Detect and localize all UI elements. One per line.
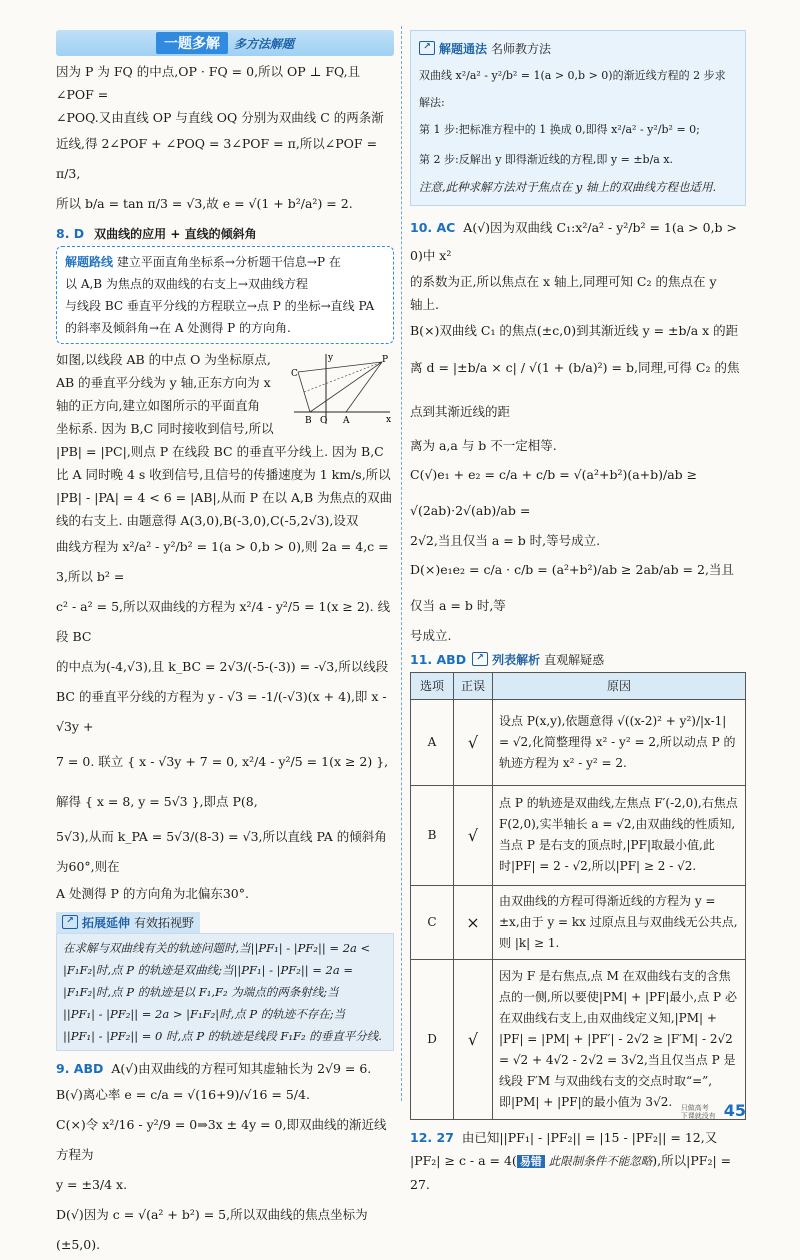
q8-line: 线的右支上. 由题意得 A(3,0),B(-3,0),C(-5,2√3),设双 xyxy=(56,513,359,528)
route-line: 建立平面直角坐标系→分析题干信息→P 在 xyxy=(116,255,341,269)
q9-line: C(×)令 x²/16 - y²/9 = 0⇒3x ± 4y = 0,即双曲线的渐近线方程为 xyxy=(56,1116,387,1162)
option-cell: C xyxy=(411,885,454,959)
q9-number: 9. ABD xyxy=(56,1060,104,1076)
q8-line: |PB| = |PC|,则点 P 在线段 BC 的垂直平分线上. 因为 B,C xyxy=(56,444,384,459)
table-header: 原因 xyxy=(493,672,746,699)
mark-cell: √ xyxy=(454,699,493,785)
fig-label-b: B xyxy=(305,416,312,426)
q8-line: 坐标系. 因为 B,C 同时接收到信号,所以 xyxy=(56,421,274,436)
q8-line: AB 的垂直平分线为 y 轴,正东方向为 x xyxy=(56,375,271,390)
extension-tag xyxy=(56,912,200,933)
right-column xyxy=(410,30,746,1196)
page-number: 45 xyxy=(723,1100,746,1120)
fig-label-x: x xyxy=(386,415,392,425)
reason-cell: 设点 P(x,y),依题意得 √((x-2)² + y²)/|x-1| = √2,化简整理得 x² - y² = 2,所以动点 P 的轨迹方程为 x² - y² = 2. xyxy=(493,699,746,785)
q11-number: 11. ABD xyxy=(410,651,467,667)
q10-solution xyxy=(410,214,746,647)
extension-section xyxy=(56,911,394,1051)
q8-heading xyxy=(56,225,394,242)
banner xyxy=(56,30,394,56)
q10-line: B(×)双曲线 C₁ 的焦点(±c,0)到其渐近线 y = ±b/a x 的距 xyxy=(410,322,739,338)
q9-line xyxy=(56,1057,394,1080)
mark-cell: × xyxy=(454,885,493,959)
footer-slogan-1: 只做高考 xyxy=(680,1104,709,1112)
ext-line: ||PF₁| - |PF₂|| = 2a > |F₁F₂|时,点 P 的轨迹不存在;当 xyxy=(63,1006,346,1021)
option-cell: B xyxy=(411,785,454,885)
method-tag-label: 解题通法 xyxy=(439,41,488,56)
q8-body xyxy=(56,348,394,905)
method-line: 第 1 步:把标准方程中的 1 换成 0,即得 x²/a² - y²/b² = 0; xyxy=(419,122,700,136)
q11-table xyxy=(410,672,746,1120)
footer-slogan-2: 下课就没有 xyxy=(680,1112,716,1120)
route-line: 与线段 BC 垂直平分线的方程联立→点 P 的坐标→直线 PA xyxy=(65,299,375,313)
column-divider xyxy=(401,26,402,1101)
q8-route-box xyxy=(56,246,394,344)
extension-tag-sub: 有效拓视野 xyxy=(134,915,195,930)
q12-number: 12. 27 xyxy=(410,1129,454,1145)
banner-title: 一题多解 xyxy=(156,32,228,54)
ext-line: |F₁F₂|时,点 P 的轨迹是以 F₁,F₂ 为端点的两条射线;当 xyxy=(63,984,339,999)
q8-line: BC 的垂直平分线的方程为 y - √3 = -1/(-√3)(x + 4),即 x - √3y + xyxy=(56,689,387,734)
mark-cell: √ xyxy=(454,959,493,1119)
table-row xyxy=(411,959,746,1119)
route-label: 解题路线 xyxy=(65,255,114,269)
mark-cell: √ xyxy=(454,785,493,885)
q10-line: 的系数为正,所以焦点在 x 轴上,同理可知 C₂ 的焦点在 y xyxy=(410,273,717,289)
left-column xyxy=(56,30,394,1260)
extension-box xyxy=(56,933,394,1051)
ext-line: 在求解与双曲线有关的轨迹问题时,当||PF₁| - |PF₂|| = 2a < xyxy=(63,940,371,955)
q11-heading xyxy=(410,651,746,668)
q9-line: B(√)离心率 e = c/a = √(16+9)/√16 = 5/4. xyxy=(56,1086,310,1102)
method-line: 双曲线 x²/a² - y²/b² = 1(a > 0,b > 0)的渐近线方程的 2 步求 xyxy=(419,68,726,82)
extension-tag-label: 拓展延伸 xyxy=(82,915,131,930)
reason-cell: 因为 F 是右焦点,点 M 在双曲线右支的含焦点的一侧,所以要使|PM| + |PF|最小,点 P 必在双曲线右支上,由双曲线定义知,|PM| + |PF| = |PM| + |PF′| - 2√2 ≥ |F′M| - 2√2 = √2 + 4√2 - 2√2 = 3√2,当且仅当点 P 是线段 F′M 与双曲线右支的交点时取“=”,即|PM| + |PF|的最小值为 3√2. xyxy=(493,959,746,1119)
table-row xyxy=(411,699,746,785)
table-row xyxy=(411,885,746,959)
q8-number: 8. D xyxy=(56,226,85,241)
reason-cell: 由双曲线的方程可得渐近线的方程为 y = ±x,由于 y = kx 过原点且与双曲线无公共点,则 |k| ≥ 1. xyxy=(493,885,746,959)
q8-line: 7 = 0. 联立 { x - √3y + 7 = 0, x²/4 - y²/5 = 1(x ≥ 2) },解得 { x = 8, y = 5√3 },即点 P(8, xyxy=(56,754,389,809)
q11-tag xyxy=(472,651,604,668)
option-cell: D xyxy=(411,959,454,1119)
q8-line: 比 A 同时晚 4 s 收到信号,且信号的传播速度为 1 km/s,所以 xyxy=(56,467,391,482)
ext-line: ||PF₁| - |PF₂|| = 0 时,点 P 的轨迹是线段 F₁F₂ 的垂直平分线. xyxy=(63,1028,382,1043)
q10-line xyxy=(410,214,746,270)
q10-line: D(×)e₁e₂ = c/a · c/b = (a²+b²)/ab ≥ 2ab/ab = 2,当且仅当 a = b 时,等 xyxy=(410,561,734,613)
reason-cell: 点 P 的轨迹是双曲线,左焦点 F′(-2,0),右焦点 F(2,0),实半轴长 a = √2,由双曲线的性质知,当点 P 是右支的顶点时,|PF|取最小值,此时|PF| = 2 - √2,所以|PF| ≥ 2 - √2. xyxy=(493,785,746,885)
q10-number: 10. AC xyxy=(410,219,456,235)
q7-solution xyxy=(56,60,394,219)
fig-label-p: P xyxy=(382,355,389,365)
q8-line: c² - a² = 5,所以双曲线的方程为 x²/4 - y²/5 = 1(x ≥ 2). 线段 BC xyxy=(56,599,391,644)
q12-text: 由已知||PF₁| - |PF₂|| = |15 - |PF₂|| = 12,又 xyxy=(461,1129,718,1145)
q8-line: A 处测得 P 的方向角为北偏东30°. xyxy=(56,886,249,901)
q7-line: 因为 P 为 FQ 的中点,OP · FQ = 0,所以 OP ⊥ FQ,且∠POF = xyxy=(56,64,361,102)
q7-line: 近线,得 2∠POF + ∠POQ = 3∠POF = π,所以∠POF = π/3, xyxy=(56,136,378,181)
warning-badge: 易错 xyxy=(517,1155,545,1168)
method-line: 第 2 步:反解出 y 即得渐近线的方程,即 y = ±b/a x. xyxy=(419,152,674,166)
method-tag-sub: 名师教方法 xyxy=(491,41,552,56)
route-line: 的斜率及倾斜角→在 A 处测得 P 的方向角. xyxy=(65,321,291,335)
q10-line: 离 d = |±b/a × c| / √(1 + (b/a)²) = b,同理,可得 C₂ 的焦点到其渐近线的距 xyxy=(410,359,740,419)
q8-line: 5√3),从而 k_PA = 5√3/(8-3) = √3,所以直线 PA 的倾斜角为60°,则在 xyxy=(56,829,387,874)
q7-line: 所以 b/a = tan π/3 = √3,故 e = √(1 + b²/a²) = 2. xyxy=(56,196,353,211)
q7-line: ∠POQ.又由直线 OP 与直线 OQ 分别为双曲线 C 的两条渐 xyxy=(56,110,384,125)
fig-label-a: A xyxy=(343,416,350,426)
table-header-row xyxy=(411,672,746,699)
q9-line: D(√)因为 c = √(a² + b²) = 5,所以双曲线的焦点坐标为(±5,0). xyxy=(56,1206,368,1252)
chart-icon: ↗ xyxy=(62,915,78,929)
q8-line: 轴的正方向,建立如图所示的平面直角 xyxy=(56,398,260,413)
q8-line: 曲线方程为 x²/a² - y²/b² = 1(a > 0,b > 0),则 2a = 4,c = 3,所以 b² = xyxy=(56,539,389,584)
q12-solution xyxy=(410,1126,746,1196)
banner-subtitle: 多方法解题 xyxy=(233,36,294,51)
footer-slogan xyxy=(681,1104,716,1120)
q12-text: |PF₂| ≥ c - a = 4( xyxy=(410,1152,517,1168)
fig-label-c: C xyxy=(291,369,298,379)
method-tag xyxy=(419,40,551,57)
q10-line: 号成立. xyxy=(410,627,452,643)
q10-text: A(√)因为双曲线 C₁:x²/a² - y²/b² = 1(a > 0,b > 0)中 x² xyxy=(410,219,738,263)
option-cell: A xyxy=(411,699,454,785)
chart-icon: ↗ xyxy=(419,41,435,55)
q8-title: 双曲线的应用 + 直线的倾斜角 xyxy=(94,227,257,241)
fig-label-y: y xyxy=(328,353,334,363)
q9-text: A(√)由双曲线的方程可知其虚轴长为 2√9 = 6. xyxy=(111,1060,372,1076)
method-box xyxy=(410,30,746,206)
page-footer xyxy=(681,1101,746,1121)
table-row xyxy=(411,785,746,885)
coordinate-figure xyxy=(290,350,394,426)
warning-text: 此限制条件不能忽略 xyxy=(548,1153,653,1168)
q12-line xyxy=(410,1149,746,1196)
q11-tag-sub: 直观解疑惑 xyxy=(544,652,605,667)
q8-line: |PB| - |PA| = 4 < 6 = |AB|,从而 P 在以 A,B 为焦点的双曲 xyxy=(56,490,393,505)
q10-line: 离为 a,a 与 b 不一定相等. xyxy=(410,437,557,453)
q12-line xyxy=(410,1126,746,1149)
ext-line: |F₁F₂|时,点 P 的轨迹是双曲线;当||PF₁| - |PF₂|| = 2a = xyxy=(63,962,354,977)
q10-line: 2√2,当且仅当 a = b 时,等号成立. xyxy=(410,532,601,548)
method-line: 解法: xyxy=(419,95,445,109)
table-header: 选项 xyxy=(411,672,454,699)
route-line: 以 A,B 为焦点的双曲线的右支上→双曲线方程 xyxy=(65,277,308,291)
q9-line: y = ±3/4 x. xyxy=(56,1176,128,1192)
method-note: 注意,此种求解方法对于焦点在 y 轴上的双曲线方程也适用. xyxy=(419,179,717,194)
q12-text: ),所以|PF₂| = 27. xyxy=(410,1152,732,1192)
q10-line: C(√)e₁ + e₂ = c/a + c/b = √(a²+b²)(a+b)/ab ≥ √(2ab)·2√(ab)/ab = xyxy=(410,466,698,518)
q8-line: 的中点为(-4,√3),且 k_BC = 2√3/(-5-(-3)) = -√3,所以线段 xyxy=(56,659,389,674)
chart-icon: ↗ xyxy=(472,652,488,666)
q8-line: 如图,以线段 AB 的中点 O 为坐标原点, xyxy=(56,352,271,367)
table-header: 正误 xyxy=(454,672,493,699)
fig-label-o: O xyxy=(320,416,328,426)
q11-tag-label: 列表解析 xyxy=(492,652,541,667)
q9-solution xyxy=(56,1057,394,1260)
q10-line: 轴上. xyxy=(410,296,439,312)
